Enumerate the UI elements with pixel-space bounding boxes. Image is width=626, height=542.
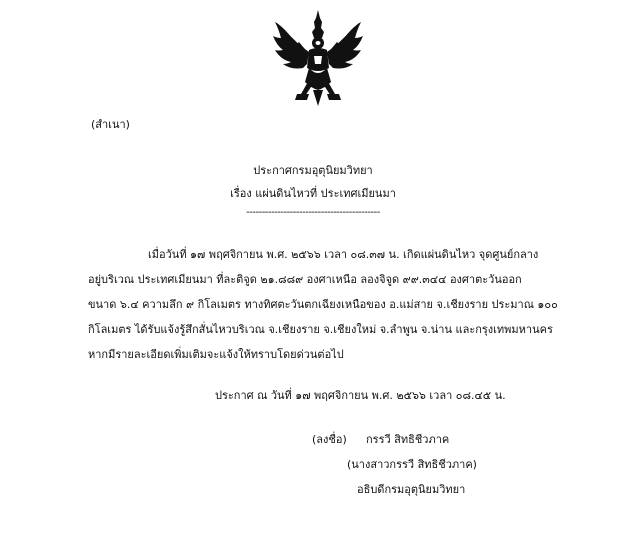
signed-label: (ลงชื่อ) [312, 433, 347, 446]
garuda-emblem-icon [269, 8, 367, 108]
body-line: เมื่อวันที่ ๑๗ พฤศจิกายน พ.ศ. ๒๕๖๖ เวลา ๐๘.๓๗ น. เกิดแผ่นดินไหว จุดศูนย์กลาง [148, 248, 539, 261]
document-title: ประกาศกรมอุตุนิยมวิทยา [253, 164, 373, 177]
signer-name: กรรวี สิทธิชีวภาค [366, 433, 450, 446]
announce-line: ประกาศ ณ วันที่ ๑๗ พฤศจิกายน พ.ศ. ๒๕๖๖ เวลา ๐๘.๔๕ น. [215, 389, 506, 402]
signer-title: อธิบดีกรมอุตุนิยมวิทยา [357, 483, 466, 496]
body-line: หากมีรายละเอียดเพิ่มเติมจะแจ้งให้ทราบโดยด่วนต่อไป [88, 348, 344, 361]
body-line: กิโลเมตร ได้รับแจ้งรู้สึกสั่นไหวบริเวณ จ.เชียงราย จ.เชียงใหม่ จ.ลำพูน จ.น่าน และกรุงเทพมหานคร [88, 323, 553, 336]
copy-label: (สำเนา) [91, 118, 130, 131]
body-line: ขนาด ๖.๔ ความลึก ๙ กิโลเมตร ทางทิศตะวันตกเฉียงเหนือของ อ.แม่สาย จ.เชียงราย ประมาณ ๑๐๐ [88, 298, 558, 311]
document-subject: เรื่อง แผ่นดินไหวที่ ประเทศเมียนมา [230, 187, 396, 200]
signer-full-name: (นางสาวกรรวี สิทธิชีวภาค) [347, 458, 477, 471]
body-line: อยู่บริเวณ ประเทศเมียนมา ที่ละติจูด ๒๑.๘๘๙ องศาเหนือ ลองจิจูด ๙๙.๓๔๔ องศาตะวันออก [88, 273, 522, 286]
divider-line: ------------------------------------------- [246, 207, 380, 218]
